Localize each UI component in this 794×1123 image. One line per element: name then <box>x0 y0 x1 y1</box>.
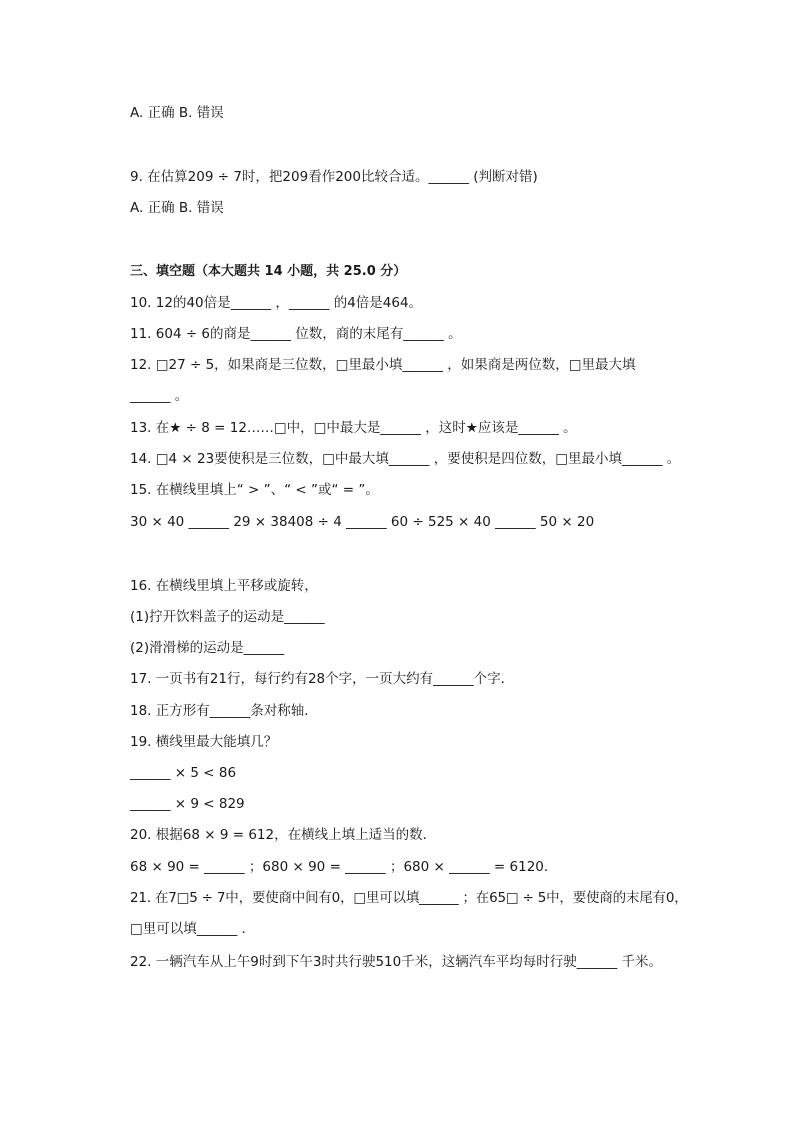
q22-text: 22. 一辆汽车从上午9时到下午3时共行驶510千米，这辆汽车平均每时行驶______ 千米。 <box>130 954 662 970</box>
q9-options: A. 正确 B. 错误 <box>130 200 224 216</box>
q13-text: 13. 在★ ÷ 8 = 12……□中，□中最大是______ ，这时★应该是______ 。 <box>130 420 577 436</box>
q18-text: 18. 正方形有______条对称轴． <box>130 703 318 719</box>
q11-text: 11. 604 ÷ 6的商是______ 位数，商的末尾有______ 。 <box>130 326 462 342</box>
q16-part2: (2)滑滑梯的运动是______ <box>130 640 285 656</box>
q12-text: 12. □27 ÷ 5，如果商是三位数，□里最小填______ ，如果商是两位数，□里最大填 <box>130 357 636 373</box>
q21-continuation: □里可以填______ ． <box>130 921 256 937</box>
q15-expressions: 30 × 40 ______ 29 × 38408 ÷ 4 ______ 60 ÷ 525 × 40 ______ 50 × 20 <box>130 514 595 530</box>
q9-text: 9. 在估算209 ÷ 7时，把209看作200比较合适。______ (判断对错) <box>130 169 538 185</box>
q12-continuation: ______ 。 <box>130 388 189 404</box>
q10-text: 10. 12的40倍是______ ，______ 的4倍是464。 <box>130 295 423 311</box>
q20-text: 20. 根据68 × 9 = 612，在横线上填上适当的数． <box>130 827 437 843</box>
q19-part2: ______ × 9 < 829 <box>130 796 245 812</box>
q14-text: 14. □4 × 23要使积是三位数，□中最大填______ ，要使积是四位数，□里最小填______ 。 <box>130 451 681 467</box>
section-heading: 三、填空题（本大题共 14 小题，共 25.0 分） <box>130 264 407 279</box>
q16-part1: (1)拧开饮料盖子的运动是______ <box>130 609 325 625</box>
q15-text: 15. 在横线里填上“ > ”、“ < ”或“ = ”。 <box>130 482 379 498</box>
q19-text: 19. 横线里最大能填几？ <box>130 734 278 750</box>
q21-text: 21. 在7□5 ÷ 7中，要使商中间有0，□里可以填______ ；在65□ ÷ 5中，要使商的末尾有0， <box>130 890 688 906</box>
q17-text: 17. 一页书有21行，每行约有28个字，一页大约有______个字． <box>130 671 515 687</box>
q8-options: A. 正确 B. 错误 <box>130 105 224 121</box>
q16-text: 16. 在横线里填上平移或旋转， <box>130 578 318 594</box>
q20-expressions: 68 × 90 = ______ ；680 × 90 = ______ ；680 × ______ = 6120． <box>130 859 558 875</box>
q19-part1: ______ × 5 < 86 <box>130 765 237 781</box>
